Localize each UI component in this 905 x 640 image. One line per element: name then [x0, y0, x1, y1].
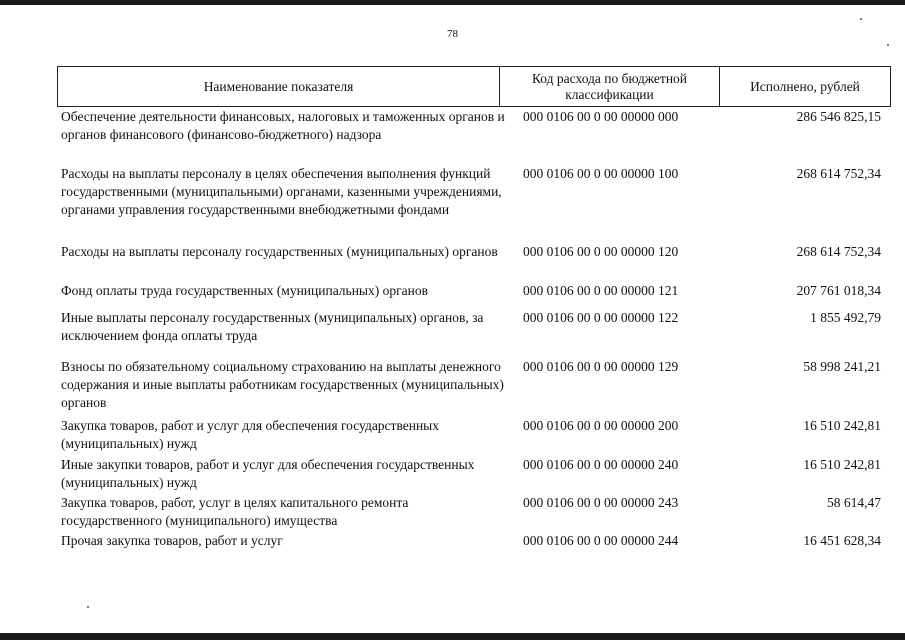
- row-name: Взносы по обязательному социальному страхованию на выплаты денежного содержания и иные выплаты работникам государственных (муниципальных) органов: [61, 359, 504, 410]
- row-name: Иные выплаты персоналу государственных (муниципальных) органов, за исключением фонда оплаты труда: [61, 310, 484, 343]
- row-name: Закупка товаров, работ, услуг в целях капитального ремонта государственного (муниципального) имущества: [61, 495, 409, 528]
- row-code: 000 0106 00 0 00 00000 120: [523, 244, 679, 259]
- scan-bottom-border: [0, 633, 905, 640]
- row-code: 000 0106 00 0 00 00000 100: [523, 166, 679, 181]
- row-name: Обеспечение деятельности финансовых, налоговых и таможенных органов и органов финансового (финансово-бюджетного) надзора: [61, 109, 505, 142]
- row-amount: 16 510 242,81: [803, 418, 881, 433]
- header-name: Наименование показателя: [58, 67, 500, 106]
- row-code: 000 0106 00 0 00 00000 129: [523, 359, 679, 374]
- row-code: 000 0106 00 0 00 00000 240: [523, 457, 679, 472]
- scan-top-border: [0, 0, 905, 5]
- row-name: Иные закупки товаров, работ и услуг для обеспечения государственных (муниципальных) нужд: [61, 457, 475, 490]
- page-number: 78: [447, 28, 458, 40]
- row-name: Фонд оплаты труда государственных (муниципальных) органов: [61, 283, 428, 298]
- row-code: 000 0106 00 0 00 00000 122: [523, 310, 679, 325]
- row-name: Закупка товаров, работ и услуг для обеспечения государственных (муниципальных) нужд: [61, 418, 440, 451]
- row-amount: 58 614,47: [827, 495, 881, 510]
- row-amount: 16 510 242,81: [803, 457, 881, 472]
- row-code: 000 0106 00 0 00 00000 244: [523, 533, 679, 548]
- scan-speck: [887, 44, 889, 46]
- header-amount: Исполнено, рублей: [750, 78, 860, 94]
- row-code: 000 0106 00 0 00 00000 243: [523, 495, 679, 510]
- row-amount: 286 546 825,15: [796, 109, 881, 124]
- row-amount: 268 614 752,34: [796, 166, 881, 181]
- scan-speck: [860, 18, 862, 20]
- row-name: Прочая закупка товаров, работ и услуг: [61, 533, 283, 548]
- row-amount: 58 998 241,21: [803, 359, 881, 374]
- table-header: [57, 66, 891, 107]
- row-name: Расходы на выплаты персоналу в целях обеспечения выполнения функций государственными (муниципальными) органами, казенными учреждениями, органами управления государственными внебюджетными фондами: [61, 166, 502, 217]
- header-code: Код расхода по бюджетной классификации: [500, 67, 720, 106]
- row-amount: 207 761 018,34: [796, 283, 881, 298]
- row-amount: 1 855 492,79: [810, 310, 881, 325]
- row-code: 000 0106 00 0 00 00000 200: [523, 418, 679, 433]
- row-amount: 16 451 628,34: [803, 533, 881, 548]
- row-code: 000 0106 00 0 00 00000 000: [523, 109, 679, 124]
- scan-speck: [87, 606, 89, 608]
- row-name: Расходы на выплаты персоналу государственных (муниципальных) органов: [61, 244, 498, 259]
- row-amount: 268 614 752,34: [796, 244, 881, 259]
- row-code: 000 0106 00 0 00 00000 121: [523, 283, 679, 298]
